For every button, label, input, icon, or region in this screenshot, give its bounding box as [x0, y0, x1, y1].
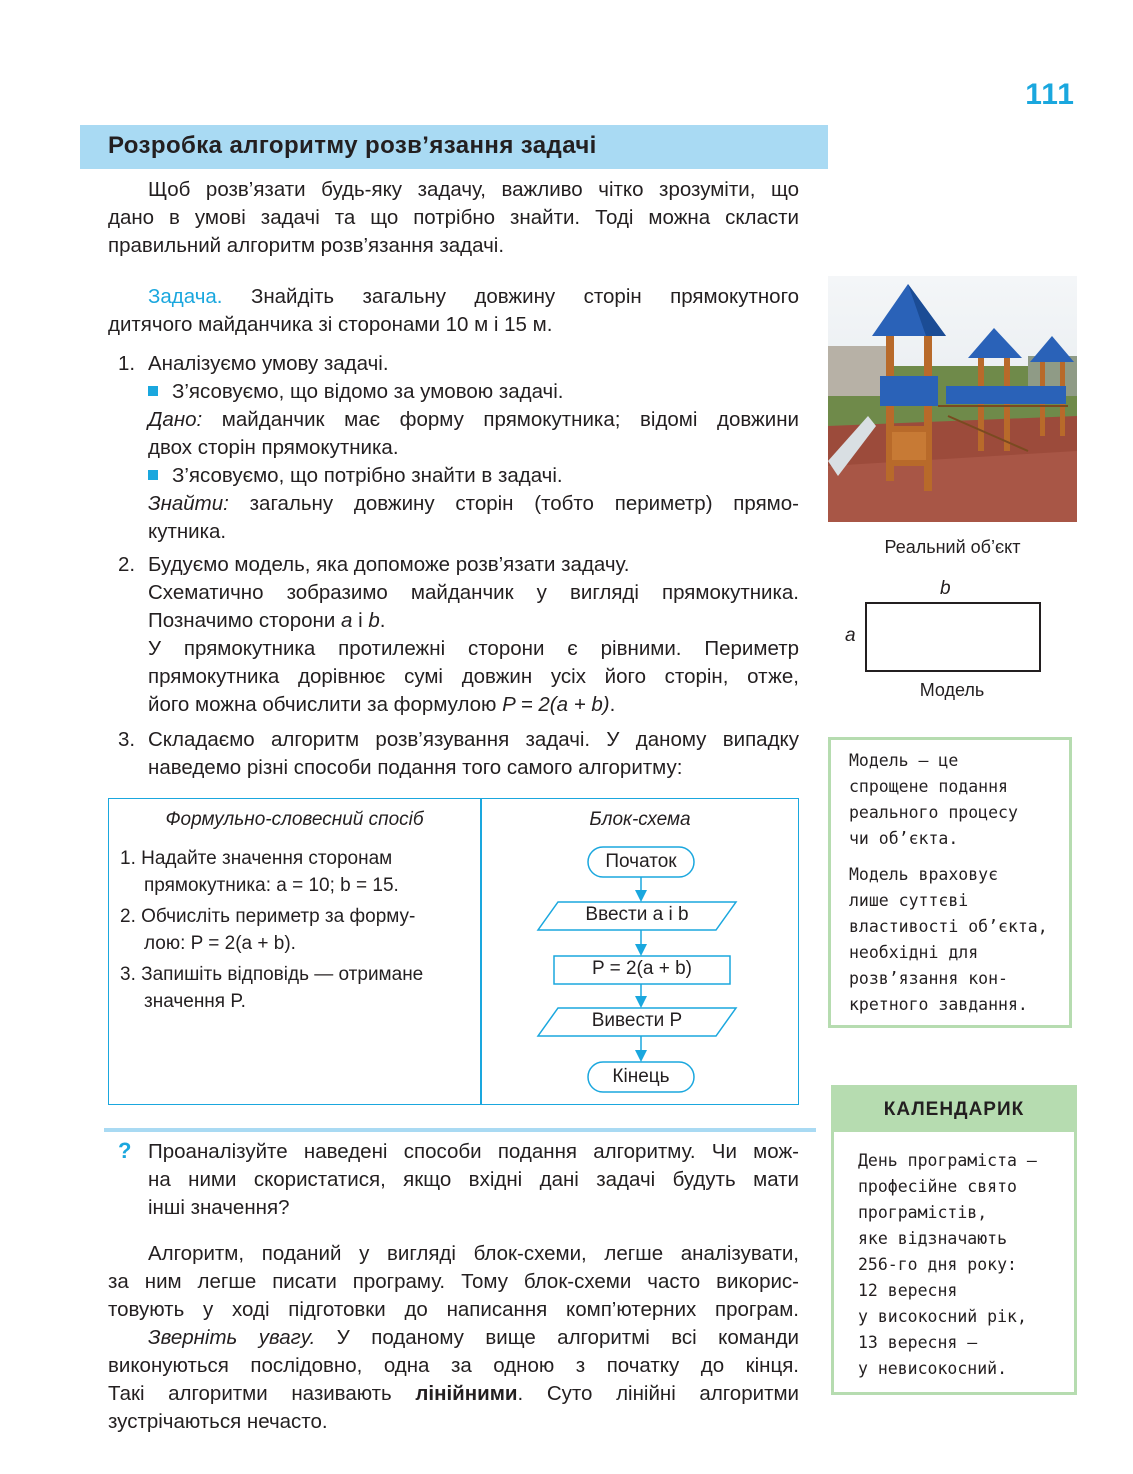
step-1-bullet-2	[148, 462, 799, 490]
perimeter-formula: P = 2(a + b)	[502, 693, 610, 716]
step-2-line-6	[148, 691, 799, 719]
step-2-line-2: Схематично зобразимо майданчик у вигляді прямокутника.	[148, 581, 799, 604]
attention-label: Зверніть увагу.	[148, 1326, 316, 1349]
step-2-line-3-text: Позначимо сторони	[148, 609, 341, 632]
page-number: 111	[1025, 78, 1075, 111]
step-3-number: 3.	[118, 728, 136, 751]
question-line-1: Проаналізуйте наведені способи подання алгоритму. Чи мож-	[148, 1140, 799, 1163]
step-1-find-line-1	[148, 490, 799, 518]
section-heading-bar	[80, 125, 828, 169]
closing-p2-line-4: зустрічаються нечасто.	[108, 1410, 328, 1433]
model-rectangle	[865, 602, 1041, 672]
step-1-given-line-2: двох сторін прямокутника.	[148, 436, 399, 459]
verbal-step-1-b: прямокутника: a = 10; b = 15.	[144, 875, 399, 896]
verbal-method-title: Формульно-словесний спосіб	[165, 809, 424, 830]
closing-p2-text-3a: Такі алгоритми називають	[108, 1382, 416, 1405]
step-2-line-5: прямокутника дорівнює сумі довжин усіх його сторін, отже,	[148, 665, 799, 688]
closing-p2-line-2: виконуються послідовно, одна за одною з початку до кінця.	[108, 1354, 799, 1377]
definition-paragraph-1: Модель — це спрощене подання реального процесу чи об’єкта.	[849, 751, 1018, 848]
given-label: Дано:	[148, 408, 203, 431]
intro-line-3: правильний алгоритм розв’язання задачі.	[108, 234, 505, 257]
period: .	[609, 693, 616, 716]
task-text-1: Знайдіть загальну довжину сторін прямокутного	[250, 285, 799, 308]
calendar-title: КАЛЕНДАРИК	[834, 1088, 1074, 1132]
step-1-bullet-1	[148, 378, 799, 406]
flow-process-label: P = 2(a + b)	[592, 958, 692, 979]
closing-p1-line-3: товують у ході підготовки до написання комп’ютерних програм.	[108, 1298, 799, 1321]
step-2-line-4: У прямокутника протилежні сторони є рівними. Периметр	[148, 637, 799, 660]
step-2-line-3	[148, 607, 799, 635]
playground-photo	[828, 276, 1077, 522]
closing-p2-line-1	[148, 1324, 799, 1352]
model-side-a-label: a	[845, 625, 856, 646]
verbal-step-1-a: 1. Надайте значення сторонам	[120, 848, 393, 869]
question-separator	[104, 1128, 816, 1132]
task-label: Задача.	[148, 285, 223, 308]
intro-line-1: Щоб розв’язати будь-яку задачу, важливо чітко зрозуміти, що	[148, 178, 799, 201]
flowchart-shapes	[480, 799, 800, 1104]
verbal-step-3-b: значення P.	[144, 991, 246, 1012]
question-line-2: на ними скористатися, якщо вхідні дані задачі будуть мати	[148, 1168, 799, 1191]
algorithm-table	[108, 798, 799, 1105]
definition-box	[828, 737, 1072, 1028]
closing-p2-text-1: У поданому вище алгоритмі всі команди	[315, 1326, 799, 1349]
step-2-line-1: Будуємо модель, яка допоможе розв’язати задачу.	[148, 553, 630, 576]
verbal-step-2-b: лою: P = 2(a + b).	[144, 933, 296, 954]
flow-start-label: Початок	[605, 851, 677, 872]
closing-p1-line-1: Алгоритм, поданий у вигляді блок-схеми, легше аналізувати,	[148, 1242, 799, 1265]
flowchart	[480, 799, 800, 1104]
step-1-bullet-2-text: З’ясовуємо, що потрібно знайти в задачі.	[172, 464, 563, 487]
find-label: Знайти:	[148, 492, 229, 515]
verbal-step-2-a: 2. Обчисліть периметр за форму-	[120, 906, 416, 927]
step-1-title: Аналізуємо умову задачі.	[148, 352, 389, 375]
square-bullet-icon	[148, 386, 158, 396]
and-text: і	[352, 609, 369, 632]
definition-paragraph-2: Модель враховує лише суттєві властивості об’єкта, необхідні для розв’язання кон- кретного завдання.	[849, 865, 1048, 1014]
closing-p1-line-2: за ним легше писати програму. Тому блок-схеми часто викорис-	[108, 1270, 799, 1293]
model-caption: Модель	[919, 680, 985, 700]
flow-input-label: Ввести a і b	[585, 904, 689, 925]
photo-caption: Реальний об’єкт	[884, 537, 1021, 557]
var-a: a	[340, 609, 353, 632]
given-text-1: майданчик має форму прямокутника; відомі довжини	[221, 408, 799, 431]
square-bullet-icon	[148, 470, 158, 480]
question-line-3: інші значення?	[148, 1196, 290, 1219]
linear-term: лінійними	[415, 1382, 518, 1405]
period: .	[379, 609, 386, 632]
step-1-number: 1.	[118, 352, 136, 375]
find-text-1: загальну довжину сторін (тобто периметр) прямо-	[249, 492, 800, 515]
flow-output-label: Вивести P	[591, 1010, 683, 1031]
section-title: Розробка алгоритму розв’язання задачі	[108, 132, 597, 159]
closing-p2-text-3b: . Суто лінійні алгоритми	[517, 1382, 799, 1405]
calendar-text: День програміста — професійне свято програмістів, яке відзначають 256-го дня року: 12 вересня у високосний рік, 13 вересня — у невисокосний.	[858, 1151, 1037, 1378]
intro-line-2: дано в умові задачі та що потрібно знайти. Тоді можна скласти	[108, 206, 799, 229]
step-1-given-line-1	[148, 406, 799, 434]
flowchart-title: Блок-схема	[589, 809, 691, 830]
model-side-b-label: b	[940, 578, 951, 599]
step-2-line-6-text: його можна обчислити за формулою	[148, 693, 503, 716]
step-3-line-1: Складаємо алгоритм розв’язування задачі. У даному випадку	[148, 728, 799, 751]
question-mark-icon: ?	[118, 1138, 132, 1163]
task-line-2: дитячого майданчика зі сторонами 10 м і 15 м.	[108, 313, 553, 336]
task-line-1	[148, 283, 799, 311]
step-3-line-2: наведемо різні способи подання того самого алгоритму:	[148, 756, 683, 779]
flow-end-label: Кінець	[612, 1066, 670, 1087]
calendar-box	[831, 1085, 1077, 1395]
var-b: b	[368, 609, 380, 632]
verbal-step-3-a: 3. Запишіть відповідь — отримане	[120, 964, 424, 985]
step-1-bullet-1-text: З’ясовуємо, що відомо за умовою задачі.	[172, 380, 564, 403]
step-2-number: 2.	[118, 553, 136, 576]
closing-p2-line-3	[108, 1380, 799, 1408]
step-1-find-line-2: кутника.	[148, 520, 227, 543]
